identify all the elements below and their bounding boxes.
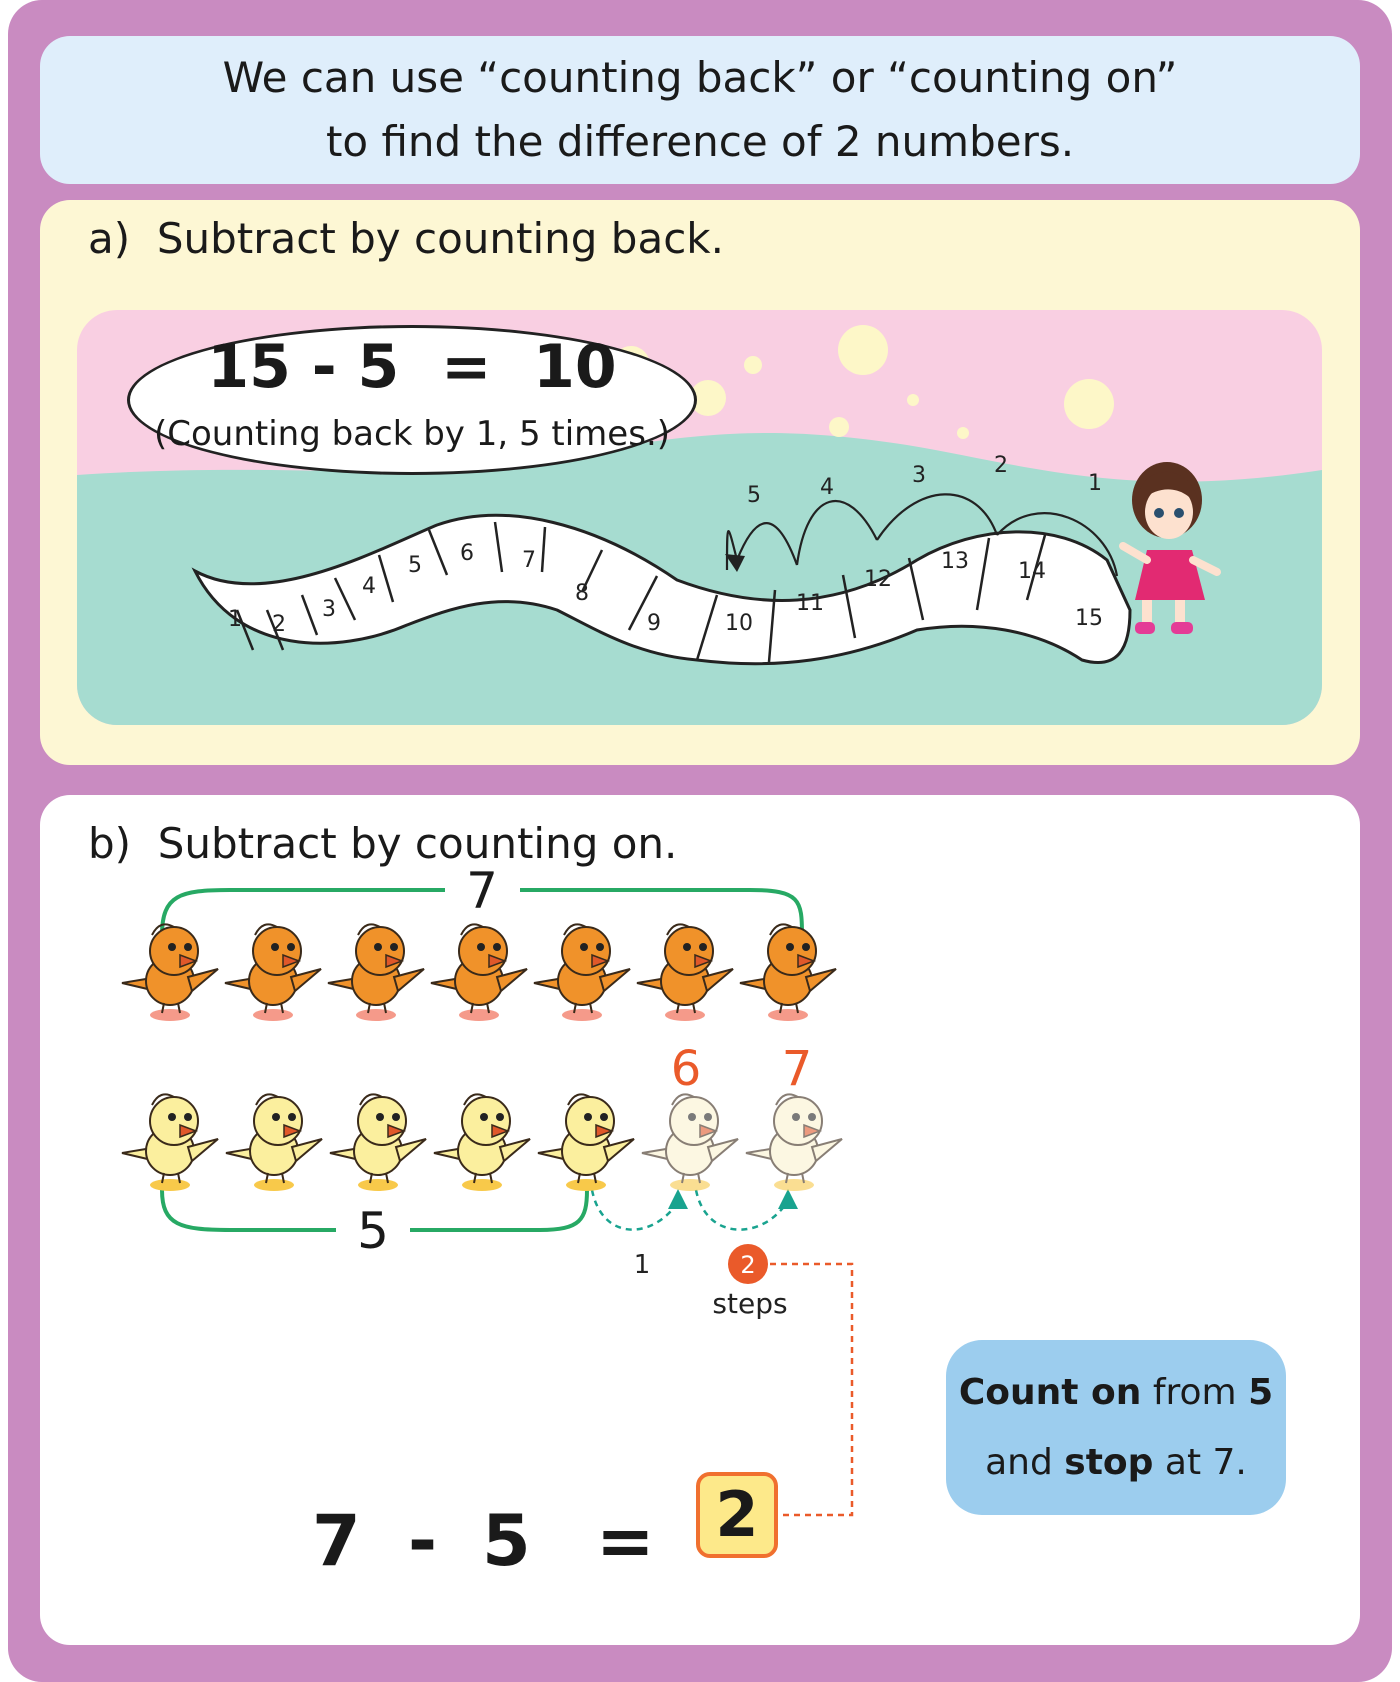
worm-number-9: 9 xyxy=(647,611,661,636)
worm-number-14: 14 xyxy=(1018,559,1046,584)
top-count-label: 7 xyxy=(466,862,498,920)
final-eq-minus: - xyxy=(408,1500,438,1582)
hint-stop-number: 7. xyxy=(1212,1441,1247,1483)
hop-number-5: 5 xyxy=(747,483,761,508)
faded-yellow-bird xyxy=(642,1094,738,1191)
worm-number-5: 5 xyxy=(408,553,422,578)
step-one-label: 1 xyxy=(633,1250,651,1280)
step-arrowhead-2 xyxy=(778,1189,798,1209)
final-eq-equals: = xyxy=(596,1500,655,1582)
step-two-label: 2 xyxy=(740,1251,756,1279)
worm-number-2: 2 xyxy=(272,612,286,637)
worm-number-3: 3 xyxy=(322,597,336,622)
worm-number-1: 1 xyxy=(228,607,242,632)
worm-number-7: 7 xyxy=(522,548,536,573)
orange-bird xyxy=(328,924,424,1021)
steps-word: steps xyxy=(712,1287,788,1320)
worm-number-13: 13 xyxy=(941,549,969,574)
counting-back-equation: 15 - 5 = 10 xyxy=(207,332,617,402)
hop-number-2: 2 xyxy=(994,453,1008,478)
worm-number-15: 15 xyxy=(1075,606,1103,631)
step-arrow-1 xyxy=(592,1190,676,1230)
yellow-bird xyxy=(538,1094,634,1191)
step-arrow-2 xyxy=(696,1190,785,1230)
yellow-bird xyxy=(434,1094,530,1191)
worm-number-8: 8 xyxy=(575,581,589,606)
hop-number-3: 3 xyxy=(912,463,926,488)
worm-number-4: 4 xyxy=(362,574,376,599)
bird-rows xyxy=(122,924,842,1191)
hint-start-number: 5 xyxy=(1248,1371,1274,1413)
part-a-heading: a) Subtract by counting back. xyxy=(88,214,724,263)
yellow-bird xyxy=(226,1094,322,1191)
part-a-panel xyxy=(40,200,1360,765)
orange-bird xyxy=(225,924,321,1021)
orange-bird xyxy=(122,924,218,1021)
hop-number-4: 4 xyxy=(820,475,834,500)
count-label-6: 6 xyxy=(670,1041,702,1097)
hint-count-on: Count on xyxy=(958,1371,1142,1413)
orange-bird xyxy=(637,924,733,1021)
worm-number-12: 12 xyxy=(864,567,892,592)
equation-bubble xyxy=(127,325,697,475)
intro-banner xyxy=(40,36,1360,184)
yellow-bird xyxy=(122,1094,218,1191)
step-arrowhead-1 xyxy=(668,1189,688,1209)
counting-back-scene xyxy=(77,310,1322,725)
count-on-hint xyxy=(946,1340,1286,1515)
worm-number-10: 10 xyxy=(725,611,753,636)
final-eq-subtrahend: 5 xyxy=(482,1500,531,1582)
counting-back-note: (Counting back by 1, 5 times.) xyxy=(153,414,671,454)
faded-yellow-bird xyxy=(746,1094,842,1191)
intro-line-1: We can use “counting back” or “counting on” xyxy=(222,53,1178,102)
bottom-count-label: 5 xyxy=(357,1202,389,1260)
hint-and: and xyxy=(985,1441,1065,1483)
hint-from: from xyxy=(1141,1371,1249,1413)
hint-line-1 xyxy=(959,1358,1273,1428)
count-label-7: 7 xyxy=(781,1041,813,1097)
hint-at: at xyxy=(1153,1441,1213,1483)
orange-bird xyxy=(740,924,836,1021)
hint-line-2 xyxy=(985,1428,1247,1498)
worm-number-11: 11 xyxy=(796,591,824,616)
yellow-bird xyxy=(330,1094,426,1191)
intro-line-2: to find the difference of 2 numbers. xyxy=(325,117,1075,166)
orange-bird xyxy=(534,924,630,1021)
hop-number-1: 1 xyxy=(1088,471,1102,496)
worm-number-6: 6 xyxy=(460,541,474,566)
final-answer-box: 2 xyxy=(696,1472,778,1558)
final-eq-minuend: 7 xyxy=(312,1500,361,1582)
part-b-panel xyxy=(40,795,1360,1645)
hint-stop: stop xyxy=(1064,1441,1154,1483)
orange-bird xyxy=(431,924,527,1021)
part-b-heading: b) Subtract by counting on. xyxy=(88,819,678,868)
